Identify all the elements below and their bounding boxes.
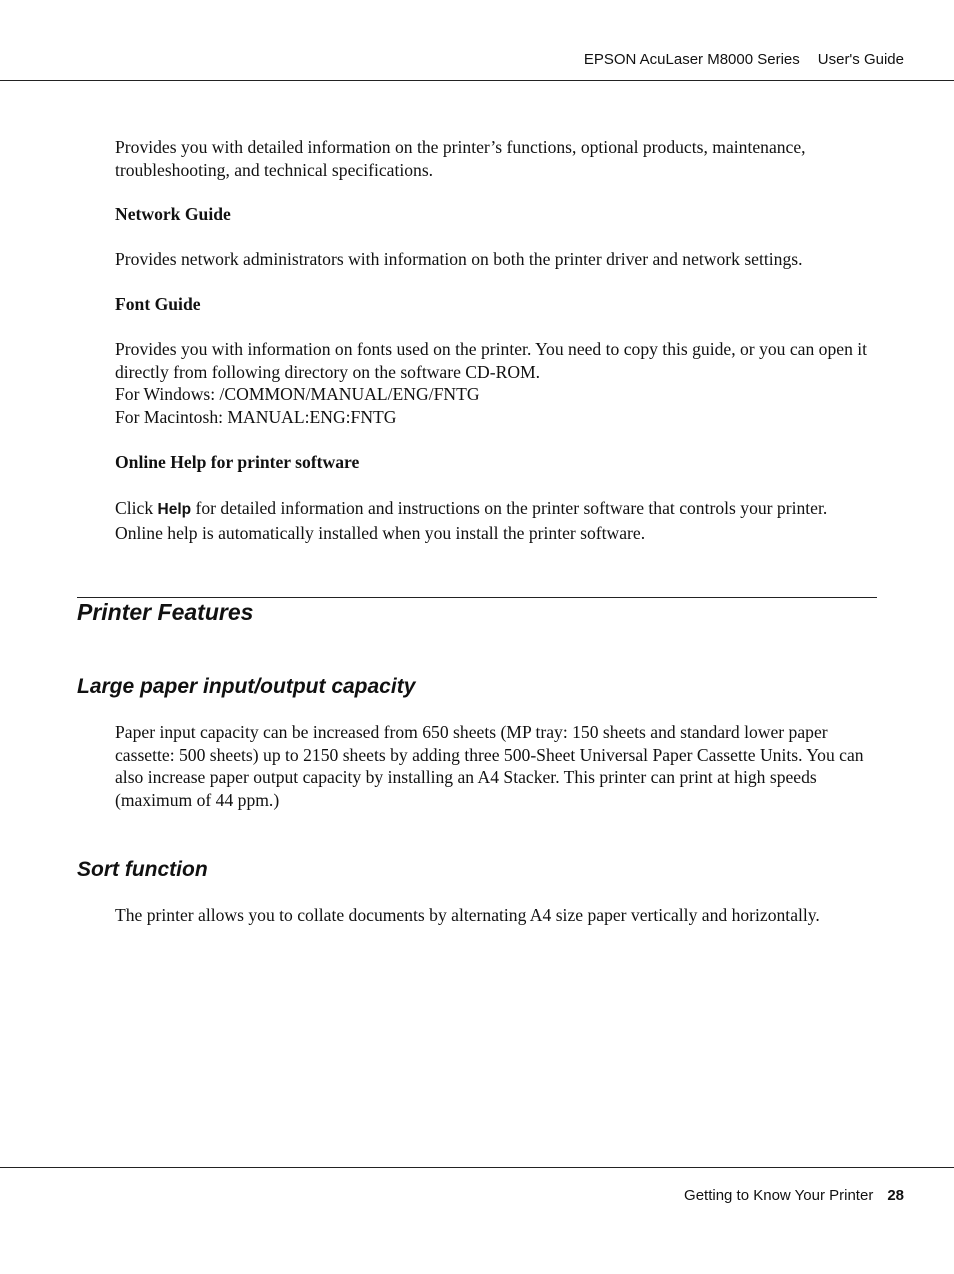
font-guide-windows-path: For Windows: /COMMON/MANUAL/ENG/FNTG — [115, 384, 480, 404]
header-divider — [0, 80, 954, 81]
reference-guide-desc: Provides you with detailed information on the printer’s functions, optional products, maintenance, troubleshooting, and technical specifications. — [115, 137, 806, 180]
reference-guide-section — [115, 136, 879, 181]
page-footer — [684, 1187, 904, 1204]
network-guide-desc: Provides network administrators with information on both the printer driver and network settings. — [115, 249, 803, 269]
large-paper-desc: Paper input capacity can be increased from 650 sheets (MP tray: 150 sheets and standard lower paper cassette: 500 sheets) up to 2150 sheets by adding three 500-Sheet Universal Paper Cassette Units. You can also increase paper output capacity by installing an A4 Stacker. This printer can print at high speeds (maximum of 44 ppm.) — [115, 722, 864, 810]
section-divider — [77, 597, 877, 598]
help-button-label: Help — [157, 501, 192, 518]
font-guide-title: Font Guide — [115, 294, 201, 314]
online-help-desc — [115, 497, 879, 544]
large-paper-heading: Large paper input/output capacity — [77, 675, 416, 698]
page-header — [584, 51, 904, 68]
sort-function-body — [115, 904, 879, 927]
network-guide-title: Network Guide — [115, 204, 231, 224]
page-number: 28 — [887, 1187, 904, 1204]
printer-features-heading: Printer Features — [77, 599, 254, 625]
footer-chapter: Getting to Know Your Printer — [684, 1187, 874, 1204]
sort-function-heading: Sort function — [77, 858, 208, 881]
sort-function-desc: The printer allows you to collate documents by alternating A4 size paper vertically and horizontally. — [115, 905, 820, 925]
network-guide-section — [115, 203, 879, 226]
network-guide-body — [115, 248, 879, 271]
online-help-title: Online Help for printer software — [115, 452, 360, 472]
font-guide-mac-path: For Macintosh: MANUAL:ENG:FNTG — [115, 406, 397, 427]
online-help-body — [115, 497, 879, 544]
online-help-section — [115, 451, 879, 474]
footer-divider — [0, 1167, 954, 1168]
large-paper-body — [115, 721, 879, 811]
header-guide: User's Guide — [817, 51, 904, 68]
font-guide-body — [115, 338, 879, 428]
font-guide-section — [115, 293, 879, 316]
font-guide-desc: Provides you with information on fonts used on the printer. You need to copy this guide, or you can open it directly from following directory on the software CD-ROM. — [115, 339, 868, 382]
online-help-suffix: for detailed information and instructions on the printer software that controls your printer. Online help is automatically installed when you install the printer software. — [115, 498, 828, 543]
online-help-prefix: Click — [115, 498, 158, 518]
header-product: EPSON AcuLaser M8000 Series — [583, 51, 800, 68]
